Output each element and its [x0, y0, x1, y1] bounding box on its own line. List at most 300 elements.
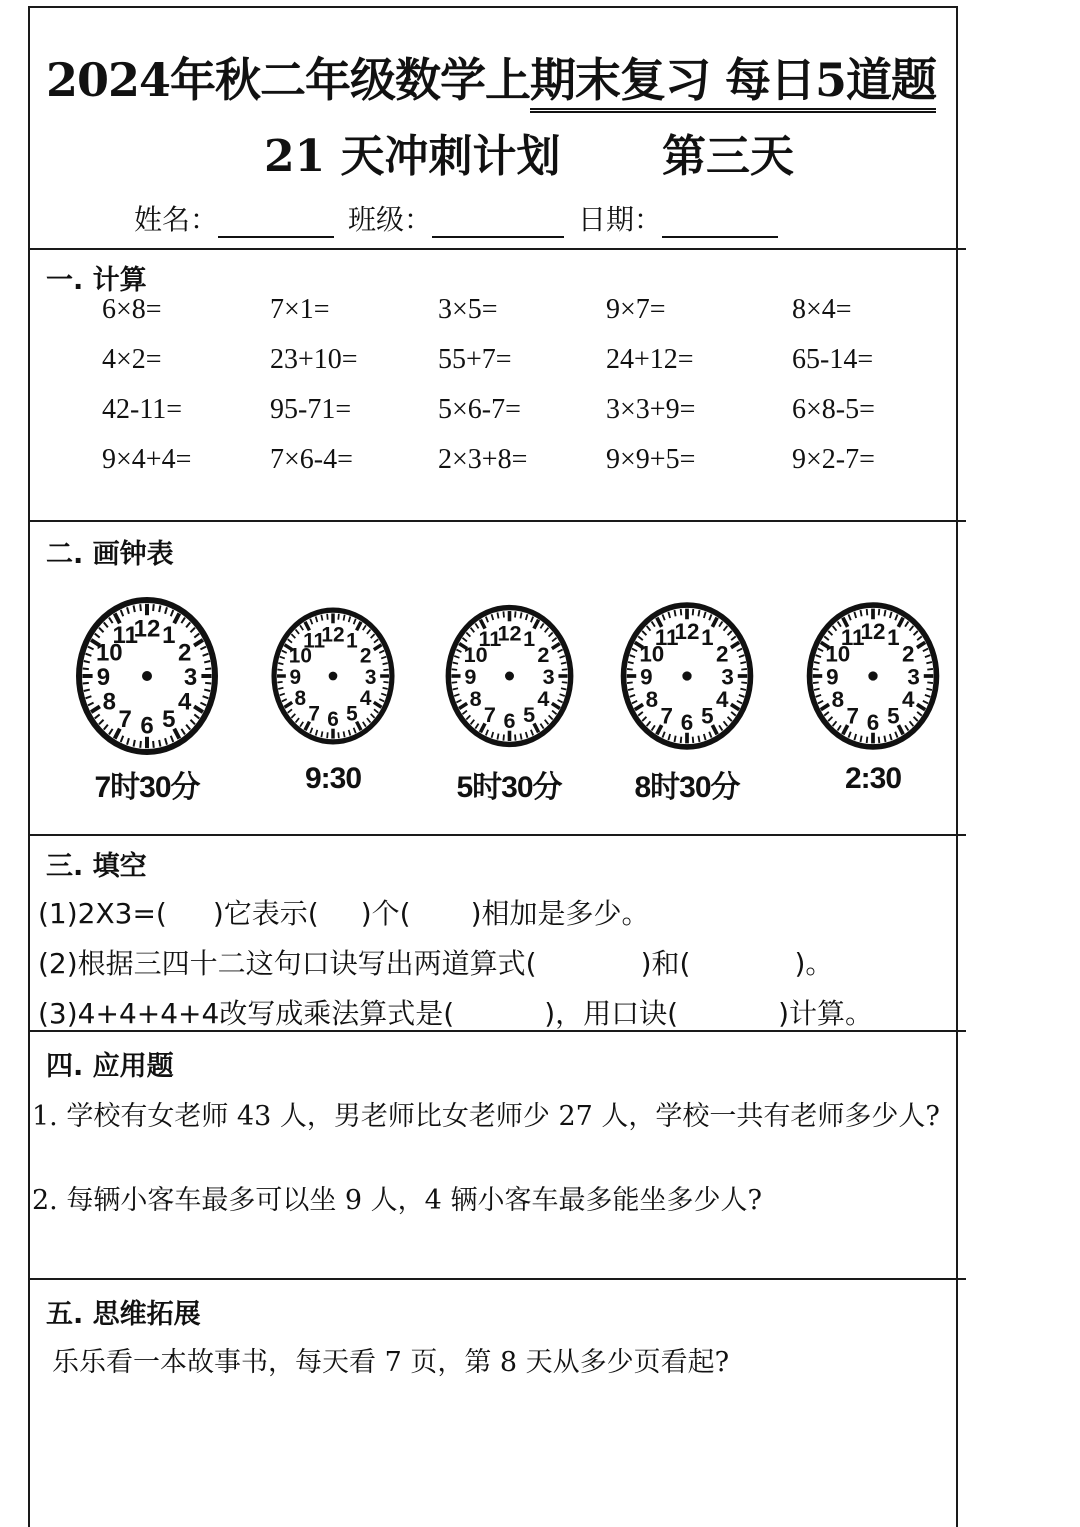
minute-tick — [363, 722, 366, 727]
hour-tick — [285, 702, 293, 707]
minute-tick — [456, 650, 461, 653]
minute-tick — [719, 725, 722, 730]
minute-tick — [291, 714, 295, 718]
minute-tick — [515, 611, 516, 617]
minute-tick — [530, 617, 532, 623]
clock-numeral: 9 — [289, 665, 302, 689]
clock-face[interactable] — [617, 596, 757, 756]
clock-numeral: 8 — [831, 687, 845, 713]
divider-header — [30, 248, 966, 250]
minute-tick — [884, 610, 885, 616]
hour-tick — [917, 704, 925, 709]
clock-numeral: 3 — [907, 664, 920, 690]
minute-tick — [140, 741, 141, 748]
clock-numeral: 11 — [112, 621, 138, 649]
clock-numeral: 3 — [364, 665, 377, 689]
title-part-1: 2024年秋二年级数学上 — [46, 53, 531, 107]
minute-tick — [205, 668, 211, 669]
minute-tick — [860, 610, 861, 616]
minute-tick — [367, 718, 371, 722]
clock-numeral: 1 — [701, 625, 714, 651]
minute-tick — [344, 731, 345, 737]
section-heading-calc: 一. 计算 — [46, 265, 147, 296]
clock-numeral: 4 — [715, 687, 729, 713]
minute-tick — [485, 617, 487, 623]
hour-tick — [459, 703, 467, 708]
minute-tick — [383, 688, 388, 689]
minute-tick — [544, 720, 548, 725]
minute-tick — [824, 712, 829, 716]
minute-tick — [560, 688, 565, 689]
fill-q3-text-c: )计算。 — [778, 997, 874, 1030]
minute-tick — [828, 717, 832, 721]
minute-tick — [561, 669, 566, 670]
minute-tick — [452, 662, 457, 663]
minute-tick — [354, 619, 356, 624]
minute-tick — [454, 694, 459, 696]
minute-tick — [833, 721, 837, 726]
minute-tick — [280, 694, 285, 696]
minute-tick — [704, 612, 706, 618]
extension-question: 乐乐看一本故事书，每天看 7 页，第 8 天从多少页看起? — [52, 1347, 730, 1378]
calc-problem: 23+10= — [270, 344, 358, 375]
minute-tick — [559, 694, 564, 696]
calc-problem: 6×8-5= — [792, 394, 875, 425]
minute-tick — [470, 628, 474, 633]
minute-tick — [879, 609, 880, 615]
minute-tick — [83, 668, 89, 669]
calc-problem: 65-14= — [792, 344, 874, 375]
minute-tick — [277, 682, 282, 683]
minute-tick — [530, 730, 532, 736]
minute-tick — [338, 732, 339, 738]
minute-tick — [828, 631, 832, 635]
minute-tick — [280, 657, 285, 659]
minute-tick — [86, 696, 92, 698]
clock-numeral: 1 — [522, 626, 535, 652]
minute-tick — [540, 724, 543, 729]
section-heading-clocks: 二. 画钟表 — [46, 539, 174, 570]
minute-tick — [383, 682, 388, 683]
minute-tick — [497, 734, 498, 740]
clock-numeral: 10 — [639, 641, 665, 667]
minute-tick — [371, 714, 375, 718]
minute-tick — [466, 633, 470, 637]
minute-tick — [371, 634, 375, 638]
minute-tick — [520, 734, 521, 740]
minute-tick — [709, 614, 711, 620]
minute-tick — [466, 715, 470, 719]
calc-problem: 9×9+5= — [606, 444, 696, 475]
minute-tick — [917, 636, 922, 640]
divider-application — [30, 1278, 966, 1280]
minute-tick — [95, 634, 100, 638]
calc-problem: 4×2= — [102, 344, 162, 375]
minute-tick — [638, 636, 643, 640]
minute-tick — [491, 614, 493, 620]
clock-numeral: 5 — [522, 702, 535, 728]
minute-tick — [548, 715, 552, 719]
minute-tick — [926, 662, 932, 663]
minute-tick — [383, 663, 388, 664]
clock-time-label: 7时30分 — [94, 771, 200, 804]
clock-numeral: 1 — [346, 629, 358, 653]
minute-tick — [204, 661, 210, 662]
minute-tick — [470, 720, 474, 725]
minute-tick — [381, 657, 386, 659]
clock-numeral: 4 — [901, 687, 915, 713]
day-label: 第三天 — [662, 131, 794, 182]
minute-tick — [491, 732, 493, 738]
fill-q2-text-c: )。 — [794, 947, 834, 980]
clock-numeral: 8 — [469, 685, 482, 711]
minute-tick — [739, 655, 744, 657]
minute-tick — [140, 604, 141, 611]
clock-center-dot — [505, 672, 514, 681]
minute-tick — [186, 725, 190, 730]
minute-tick — [925, 695, 930, 697]
clock-center-dot — [868, 671, 877, 680]
calc-problem: 8×4= — [792, 294, 852, 325]
minute-tick — [383, 669, 388, 670]
clock-numeral: 2 — [536, 642, 549, 668]
minute-tick — [642, 631, 646, 635]
minute-tick — [349, 616, 351, 622]
minute-tick — [557, 650, 562, 653]
section-heading-fill: 三. 填空 — [46, 851, 147, 882]
minute-tick — [159, 740, 160, 747]
plan-subtitle: 21 天冲刺计划 — [264, 131, 561, 182]
minute-tick — [515, 735, 516, 741]
clock-numeral: 5 — [162, 706, 176, 734]
minute-tick — [741, 669, 747, 670]
calc-row — [102, 394, 962, 444]
clock-numeral: 6 — [502, 707, 516, 733]
date-label: 日期： — [578, 203, 663, 236]
fill-q1-text-b: )它表示( — [212, 897, 319, 930]
minute-tick — [905, 725, 908, 730]
minute-tick — [890, 612, 892, 618]
minute-tick — [95, 714, 100, 718]
clock-numeral: 4 — [536, 685, 549, 711]
clock-numeral: 6 — [327, 707, 339, 731]
minute-tick — [816, 695, 821, 697]
fill-q2-text-b: )和( — [640, 947, 691, 980]
clock-numeral: 1 — [887, 625, 900, 651]
minute-tick — [134, 605, 135, 612]
fill-q2-text-a: (2)根据三四十二这句口诀写出两道算式( — [38, 947, 537, 980]
minute-tick — [668, 734, 670, 740]
minute-tick — [693, 609, 694, 615]
minute-tick — [354, 728, 356, 733]
minute-tick — [165, 607, 167, 614]
clock-time-label: 5时30分 — [456, 771, 562, 804]
clock — [434, 596, 584, 806]
fill-question-3 — [38, 992, 873, 1032]
minute-tick — [497, 612, 498, 618]
minute-tick — [854, 612, 856, 618]
minute-tick — [379, 699, 384, 701]
minute-tick — [923, 649, 928, 652]
minute-tick — [731, 636, 736, 640]
clock-face[interactable] — [72, 596, 222, 756]
worksheet-title — [46, 44, 936, 110]
minute-tick — [525, 614, 527, 620]
minute-tick — [628, 689, 634, 690]
hour-tick — [635, 704, 643, 709]
calc-problem: 7×6-4= — [270, 444, 353, 475]
minute-tick — [540, 623, 543, 628]
minute-tick — [338, 614, 339, 620]
clock-numeral: 9 — [463, 664, 476, 690]
minute-tick — [121, 610, 123, 616]
minute-tick — [374, 709, 378, 712]
fill-q1-text-d: )相加是多少。 — [470, 897, 650, 930]
minute-tick — [813, 669, 819, 670]
clock-face[interactable] — [803, 596, 943, 756]
minute-tick — [200, 647, 206, 650]
minute-tick — [681, 609, 682, 615]
minute-tick — [503, 611, 504, 617]
minute-tick — [917, 712, 922, 716]
minute-tick — [860, 736, 861, 742]
minute-tick — [134, 740, 135, 747]
hour-tick — [91, 706, 100, 712]
minute-tick — [814, 689, 820, 690]
calc-problem: 7×1= — [270, 294, 330, 325]
hour-tick — [917, 642, 925, 647]
minute-tick — [204, 690, 210, 691]
minute-tick — [181, 618, 185, 624]
minute-tick — [630, 695, 635, 697]
minute-tick — [171, 736, 173, 742]
calc-problem: 55+7= — [438, 344, 512, 375]
minute-tick — [291, 634, 295, 638]
minute-tick — [277, 669, 282, 670]
name-label: 姓名： — [134, 203, 219, 236]
clock-numeral: 8 — [645, 687, 659, 713]
minute-tick — [278, 663, 283, 664]
clock-numeral: 6 — [866, 709, 880, 735]
minute-tick — [451, 682, 456, 683]
minute-tick — [709, 732, 711, 738]
calc-row — [102, 294, 962, 344]
clock-numeral: 11 — [478, 626, 501, 652]
clock — [258, 596, 408, 796]
divider-calc — [30, 520, 966, 522]
minute-tick — [367, 629, 371, 633]
minute-tick — [737, 701, 742, 704]
calc-problem: 6×8= — [102, 294, 162, 325]
minute-tick — [737, 649, 742, 652]
minute-tick — [462, 638, 466, 642]
minute-tick — [544, 628, 548, 633]
clock-numeral: 4 — [178, 688, 192, 716]
minute-tick — [379, 651, 384, 653]
minute-tick — [895, 614, 897, 620]
clock-numeral: 5 — [887, 703, 900, 729]
minute-tick — [327, 614, 328, 620]
minute-tick — [109, 729, 113, 735]
hour-tick — [551, 703, 559, 708]
minute-tick — [910, 626, 914, 631]
minute-tick — [288, 639, 292, 642]
minute-tick — [327, 732, 328, 738]
clock-numeral: 2 — [901, 641, 915, 667]
minute-tick — [914, 631, 918, 635]
clock-numeral: 5 — [346, 702, 358, 726]
calc-problem: 3×3+9= — [606, 394, 696, 425]
minute-tick — [814, 662, 820, 663]
minute-tick — [127, 607, 129, 614]
calc-row — [102, 444, 962, 494]
fill-q3-text-b: )，用口诀( — [544, 997, 679, 1030]
minute-tick — [923, 701, 928, 704]
minute-tick — [374, 639, 378, 642]
minute-tick — [88, 647, 94, 650]
minute-tick — [525, 732, 527, 738]
minute-tick — [879, 737, 880, 743]
calc-problem: 9×4+4= — [102, 444, 192, 475]
calc-problem: 95-71= — [270, 394, 352, 425]
minute-tick — [910, 721, 914, 726]
name-blank[interactable] — [218, 210, 334, 238]
minute-tick — [557, 700, 562, 703]
minute-tick — [321, 615, 322, 621]
minute-tick — [186, 622, 190, 627]
hour-tick — [374, 702, 382, 707]
minute-tick — [503, 735, 504, 741]
minute-tick — [99, 628, 104, 633]
clock-numeral: 3 — [721, 664, 734, 690]
clock — [72, 596, 222, 806]
student-info-line — [134, 198, 792, 238]
calc-problem: 42-11= — [102, 394, 183, 425]
minute-tick — [296, 629, 300, 633]
minute-tick — [704, 734, 706, 740]
clock-time-label: 8时30分 — [634, 771, 740, 804]
fill-q1-text-a: (1)2X3=( — [38, 897, 167, 930]
minute-tick — [194, 634, 199, 638]
clock-numeral: 2 — [178, 639, 192, 667]
minute-tick — [818, 701, 823, 704]
fill-question-2 — [38, 942, 833, 982]
minute-tick — [698, 610, 699, 616]
minute-tick — [310, 619, 312, 624]
minute-tick — [895, 732, 897, 738]
minute-tick — [296, 718, 300, 722]
minute-tick — [310, 728, 312, 733]
worksheet-frame — [28, 6, 958, 1527]
clock-numeral: 12 — [860, 619, 886, 645]
minute-tick — [104, 622, 108, 627]
clock-center-dot — [682, 671, 691, 680]
minute-tick — [316, 730, 318, 736]
minute-tick — [190, 628, 195, 633]
minute-tick — [816, 655, 821, 657]
application-question-2: 2. 每辆小客车最多可以坐 9 人，4 辆小客车最多能坐多少人? — [32, 1185, 762, 1216]
clock-face[interactable] — [442, 596, 577, 756]
minute-tick — [668, 612, 670, 618]
minute-tick — [84, 690, 90, 691]
clock — [798, 596, 948, 796]
minute-tick — [462, 711, 466, 715]
minute-tick — [520, 612, 521, 618]
section-heading-extension: 五. 思维拓展 — [46, 1299, 201, 1330]
title-part-2-underlined: 期末复习 每日5道题 — [530, 53, 936, 113]
minute-tick — [890, 734, 892, 740]
class-label: 班级： — [348, 203, 433, 236]
minute-tick — [632, 649, 637, 652]
minute-tick — [925, 655, 930, 657]
minute-tick — [627, 669, 633, 670]
minute-tick — [630, 655, 635, 657]
minute-tick — [282, 699, 287, 701]
minute-tick — [159, 605, 160, 612]
minute-tick — [344, 615, 345, 621]
minute-tick — [104, 725, 108, 730]
minute-tick — [560, 662, 565, 663]
minute-tick — [121, 736, 123, 742]
minute-tick — [321, 731, 322, 737]
clock-face[interactable] — [268, 596, 398, 756]
minute-tick — [698, 736, 699, 742]
minute-tick — [475, 724, 478, 729]
clock-numeral: 7 — [846, 703, 859, 729]
calc-problem: 9×2-7= — [792, 444, 875, 475]
minute-tick — [278, 688, 283, 689]
minute-tick — [316, 616, 318, 622]
minute-tick — [127, 738, 129, 745]
hour-tick — [821, 704, 829, 709]
minute-tick — [561, 682, 566, 683]
minute-tick — [914, 717, 918, 721]
clock-numeral: 2 — [359, 644, 372, 668]
hour-tick — [731, 704, 739, 709]
clock-numeral: 6 — [680, 709, 694, 735]
section-heading-application: 四. 应用题 — [46, 1051, 174, 1082]
class-blank[interactable] — [432, 210, 564, 238]
clock-numeral: 9 — [826, 664, 839, 690]
minute-tick — [848, 732, 850, 738]
hour-tick — [551, 644, 559, 649]
minute-tick — [693, 737, 694, 743]
clock-time-label: 9:30 — [304, 762, 362, 795]
clock-numeral: 10 — [288, 644, 312, 668]
calc-problem: 3×5= — [438, 294, 498, 325]
hour-tick — [194, 640, 203, 646]
minute-tick — [728, 631, 732, 635]
minute-tick — [627, 682, 633, 683]
minute-tick — [740, 662, 746, 663]
clock-numeral: 12 — [133, 615, 161, 643]
clock-numeral: 7 — [483, 702, 496, 728]
clock-numeral: 10 — [825, 641, 851, 667]
minute-tick — [194, 714, 199, 718]
clock-numeral: 2 — [715, 641, 729, 667]
minute-tick — [203, 696, 209, 698]
date-blank[interactable] — [662, 210, 778, 238]
minute-tick — [203, 654, 209, 656]
minute-tick — [647, 626, 651, 631]
clock-numeral: 7 — [660, 703, 673, 729]
clock-numeral: 7 — [118, 706, 132, 734]
minute-tick — [485, 730, 487, 736]
minute-tick — [200, 703, 206, 706]
hour-tick — [374, 645, 382, 650]
calc-grid — [102, 294, 962, 494]
minute-tick — [190, 720, 195, 725]
